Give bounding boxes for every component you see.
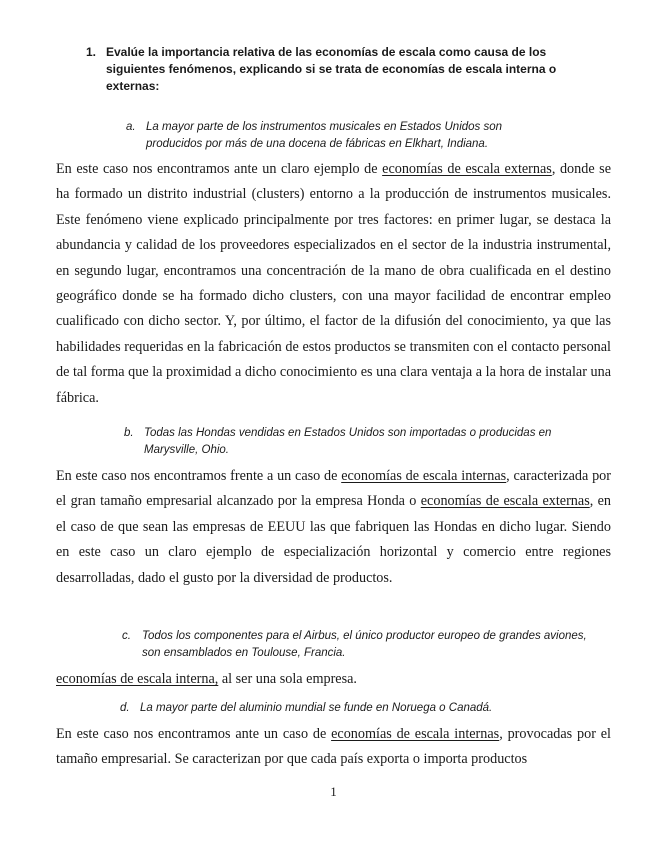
- answer-b: [56, 464, 611, 591]
- answer-c: [56, 667, 611, 692]
- answer-b-intro: En este caso nos encontramos frente a un caso de: [56, 468, 342, 484]
- page-number: 1: [330, 784, 337, 799]
- answer-d: [56, 722, 611, 773]
- answer-a-intro: En este caso nos encontramos ante un claro ejemplo de: [56, 161, 383, 177]
- answer-b-body: , en el caso de que sean las empresas de EEUU las que fabriquen las Hondas en dicho lugar. Siendo en este caso un claro ejemplo de especialización horizontal y comercio entre regiones desarrolladas, dado el gusto por la diversidad de productos.: [56, 493, 612, 586]
- question-text: Evalúe la importancia relativa de las economías de escala como causa de los siguientes fenómenos, explicando si se trata de economías de escala interna o externas:: [106, 45, 557, 93]
- item-d-prompt: [120, 700, 590, 717]
- question-number: 1.: [86, 45, 97, 59]
- item-b-letter: b.: [124, 427, 134, 439]
- item-a-text: La mayor parte de los instrumentos musicales en Estados Unidos son producidos por más de una docena de fábricas en Elkhart, Indiana.: [146, 121, 503, 150]
- answer-b-term-1: economías de escala internas: [341, 468, 507, 484]
- item-d-text: La mayor parte del aluminio mundial se funde en Noruega o Canadá.: [140, 702, 493, 714]
- answer-a-term: economías de escala externas: [382, 161, 552, 177]
- item-d-letter: d.: [120, 702, 130, 714]
- question-1: [86, 44, 606, 95]
- answer-b-middle: , caracterizada por el gran tamaño empresarial alcanzado por la empresa Honda o: [56, 468, 611, 510]
- answer-a: [56, 157, 611, 411]
- answer-a-body: , donde se ha formado un distrito industrial (clusters) entorno a la producción de instrumentos musicales. Este fenómeno viene explicado principalmente por tres factores: en primer lugar, se destaca la abundancia y calidad de los proveedores especializados en el sector de la industria instrumental, en segundo lugar, encontramos una concentración de la mano de obra cualificada en el destino geográfico donde se ha formado dicho clusters, con una mayor facilidad de encontrar empleo cualificado con dicho sector. Y, por último, el factor de la difusión del conocimiento, ya que las habilidades requeridas en la fabricación de estos productos se transmiten con el contacto personal de tal forma que la proximidad a dicho conocimiento es una clara ventaja a la hora de instalar una fábrica.: [56, 161, 611, 406]
- item-a-prompt: [126, 119, 546, 153]
- item-c-text: Todos los componentes para el Airbus, el único productor europeo de grandes aviones, son ensamblados en Toulouse, Francia.: [142, 630, 587, 659]
- item-c-prompt: [122, 628, 592, 662]
- answer-c-body: al ser una sola empresa.: [218, 671, 357, 687]
- answer-c-term: economías de escala interna,: [56, 671, 219, 687]
- item-c-letter: c.: [122, 630, 131, 642]
- item-b-prompt: [124, 425, 594, 459]
- item-a-letter: a.: [126, 121, 136, 133]
- answer-b-term-2: economías de escala externas: [420, 493, 590, 510]
- answer-d-intro: En este caso nos encontramos ante un caso de: [56, 726, 332, 742]
- item-b-text: Todas las Hondas vendidas en Estados Unidos son importadas o producidas en Marysville, Ohio.: [144, 427, 552, 456]
- answer-d-body: , provocadas por el tamaño empresarial. Se caracterizan por que cada país exporta o importa productos: [56, 726, 611, 768]
- answer-d-term: economías de escala internas: [331, 726, 500, 742]
